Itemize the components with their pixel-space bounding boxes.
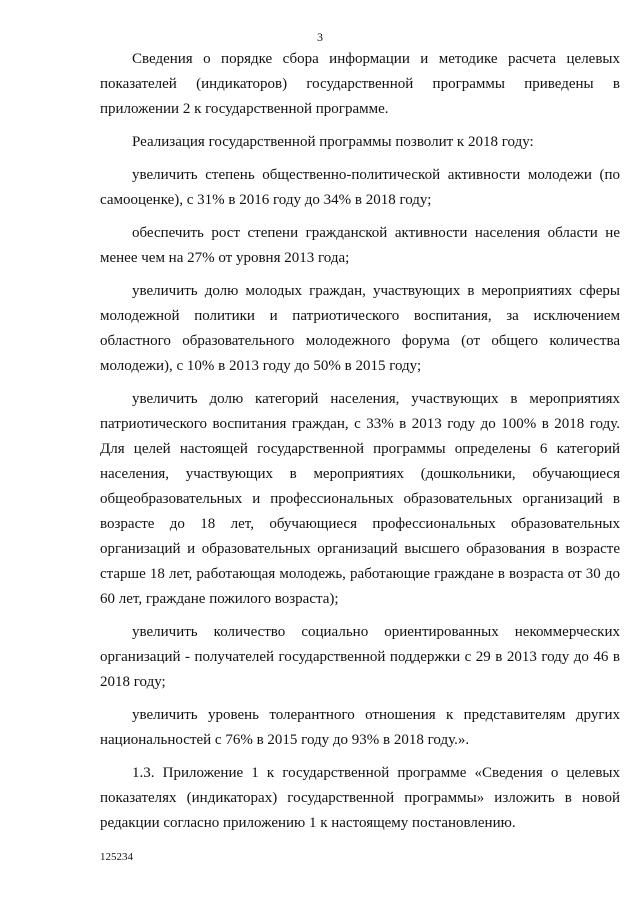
document-code: 125234 (100, 851, 133, 863)
paragraph-tolerance: увеличить уровень толерантного отношения к представителям других национальностей с 76% в 2015 году до 93% в 2018 году.». (100, 707, 620, 748)
paragraph-nonprofit-support: увеличить количество социально ориентированных некоммерческих организаций - получателей государственной поддержки с 29 в 2013 году до 46 в 2018 году; (100, 624, 620, 690)
paragraph-patriotic-education: увеличить долю категорий населения, участвующих в мероприятиях патриотического воспитания граждан, с 33% в 2013 году до 100% в 2018 году. Для целей настоящей государственной программы определены 6 категорий населения, участвующих в мероприятиях (дошкольники, обучающиеся общеобразовательных и профессиональных образовательных организаций в возрасте до 18 лет, обучающиеся профессиональных образовательных организаций и образовательных организаций высшего образования в возрасте старше 18 лет, работающая молодежь, работающие граждане в возраста от 30 до 60 лет, граждане пожилого возраста); (100, 391, 620, 607)
document-body (100, 47, 620, 836)
paragraph-program-results-intro: Реализация государственной программы позволит к 2018 году: (132, 134, 534, 150)
paragraph-youth-activity: увеличить степень общественно-политической активности молодежи (по самооценке), с 31% в 2016 году до 34% в 2018 году; (100, 167, 620, 208)
paragraph-indicators-info: Сведения о порядке сбора информации и методике расчета целевых показателей (индикаторов) государственной программы приведены в приложении 2 к государственной программе. (100, 51, 620, 117)
paragraph-youth-participation: увеличить долю молодых граждан, участвующих в мероприятиях сферы молодежной политики и патриотического воспитания, за исключением областного образовательного молодежного форума (от общего количества молодежи), с 10% в 2013 году до 50% в 2015 году; (100, 283, 620, 374)
paragraph-appendix-amendment: 1.3. Приложение 1 к государственной программе «Сведения о целевых показателях (индикаторах) государственной программы» изложить в новой редакции согласно приложению 1 к настоящему постановлению. (100, 765, 620, 831)
paragraph-civic-activity: обеспечить рост степени гражданской активности населения области не менее чем на 27% от уровня 2013 года; (100, 225, 620, 266)
page-number: 3 (317, 30, 323, 44)
